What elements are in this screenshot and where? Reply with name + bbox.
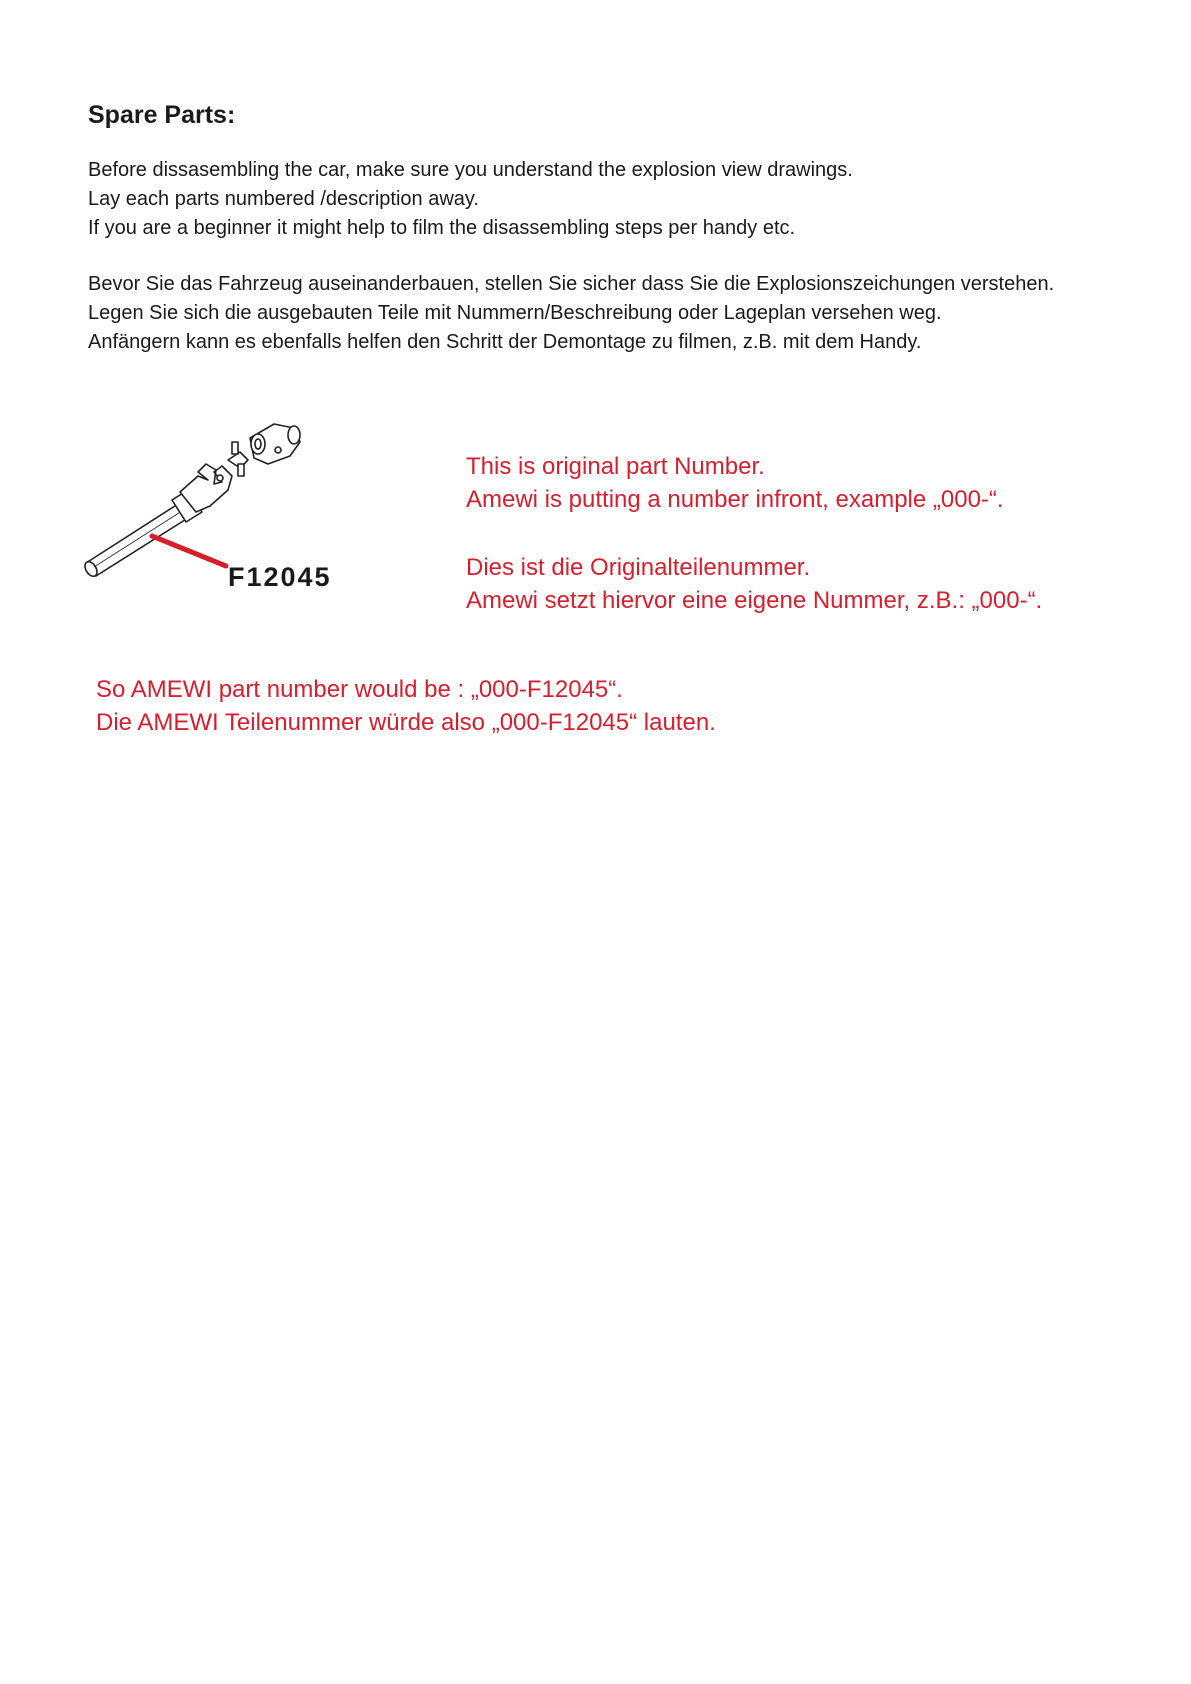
note-en-line: Amewi is putting a number infront, example „000-“. bbox=[466, 486, 1004, 513]
page-title: Spare Parts: bbox=[88, 101, 236, 129]
intro-en-line: If you are a beginner it might help to film the disassembling steps per handy etc. bbox=[88, 217, 796, 239]
note-german bbox=[466, 551, 1042, 617]
note-en-line: This is original part Number. bbox=[466, 453, 765, 480]
part-number-label: F12045 bbox=[228, 562, 332, 592]
intro-en-line: Before dissasembling the car, make sure you understand the explosion view drawings. bbox=[88, 159, 853, 181]
intro-de-line: Anfängern kann es ebenfalls helfen den Schritt der Demontage zu filmen, z.B. mit dem Handy. bbox=[88, 331, 922, 353]
intro-de-line: Bevor Sie das Fahrzeug auseinanderbauen, stellen Sie sicher dass Sie die Explosionszeichungen verstehen. bbox=[88, 273, 1055, 295]
intro-en-line: Lay each parts numbered /description away. bbox=[88, 188, 479, 210]
result-line: So AMEWI part number would be : „000-F12045“. bbox=[96, 676, 623, 703]
intro-de-line: Legen Sie sich die ausgebauten Teile mit Nummern/Beschreibung oder Lageplan versehen weg. bbox=[88, 302, 942, 324]
intro-english bbox=[88, 156, 853, 243]
part-number-example bbox=[96, 673, 716, 739]
pointer-line bbox=[152, 536, 226, 566]
intro-german bbox=[88, 270, 1054, 357]
note-de-line: Dies ist die Originalteilenummer. bbox=[466, 554, 811, 581]
note-de-line: Amewi setzt hiervor eine eigene Nummer, z.B.: „000-“. bbox=[466, 587, 1043, 614]
result-line: Die AMEWI Teilenummer würde also „000-F12045“ lauten. bbox=[96, 709, 716, 736]
note-english bbox=[466, 450, 1004, 516]
